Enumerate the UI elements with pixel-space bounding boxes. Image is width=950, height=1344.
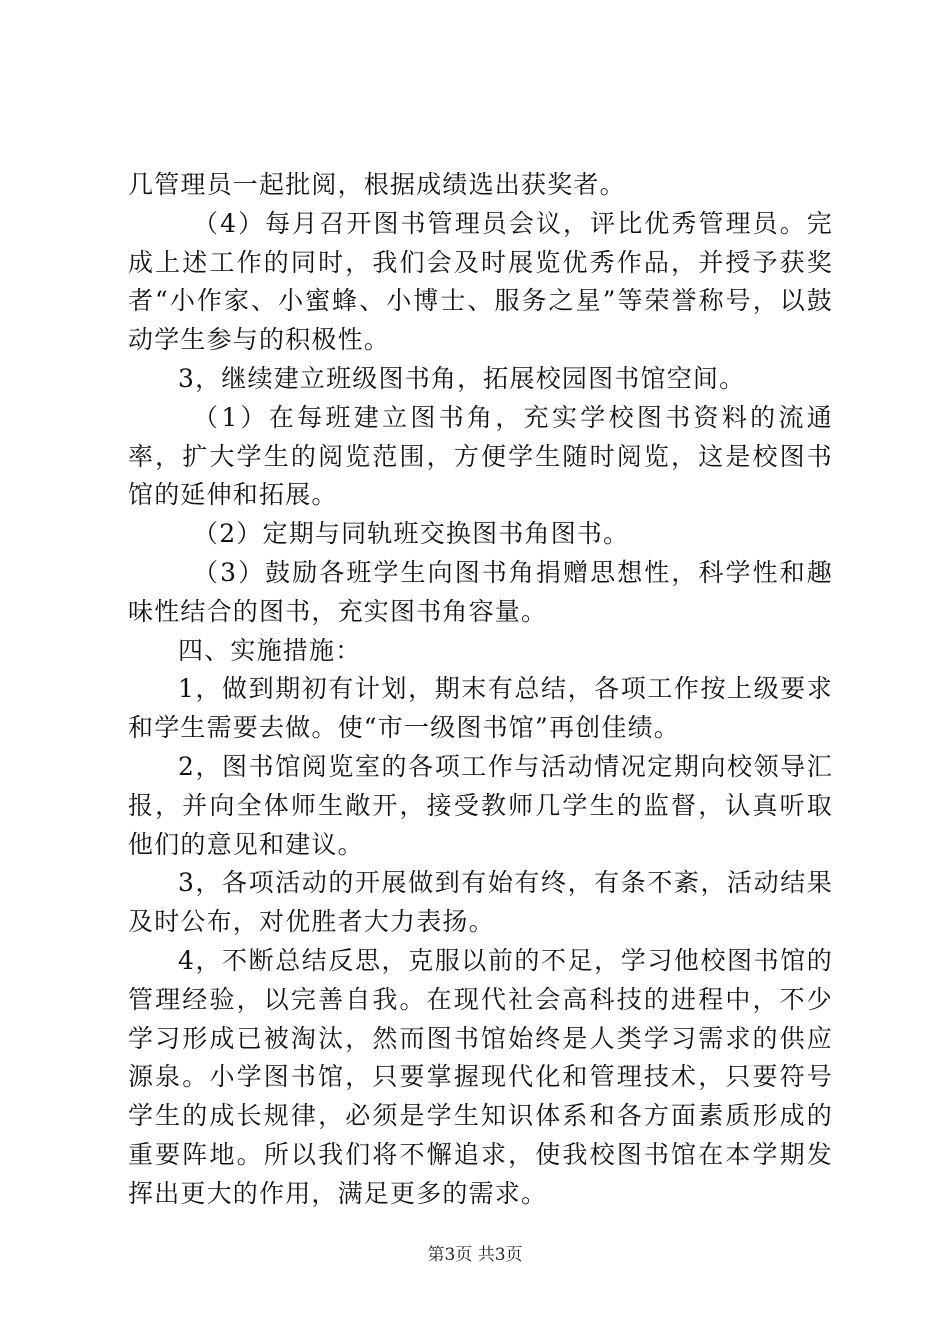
paragraph-item-4: （4）每月召开图书管理员会议，评比优秀管理员。完成上述工作的同时，我们会及时展览优秀作品，并授予获奖者“小作家、小蜜蜂、小博士、服务之星”等荣誉称号，以鼓动学生参与的积极性。 bbox=[128, 208, 833, 355]
paragraph-section-3: 3，继续建立班级图书角，拓展校园图书馆空间。 bbox=[178, 363, 746, 393]
paragraph-measure-1: 1，做到期初有计划，期末有总结，各项工作按上级要求和学生需要去做。使“市一级图书馆”再创佳绩。 bbox=[128, 674, 833, 743]
paragraph-measure-4: 4，不断总结反思，克服以前的不足，学习他校图书馆的管理经验，以完善自我。在现代社会高科技的进程中，不少学习形成已被淘汰，然而图书馆始终是人类学习需求的供应源泉。小学图书馆，只要掌握现代化和管理技术，只要符号学生的成长规律，必须是学生知识体系和各方面素质形成的重要阵地。所以我们将不懈追求，使我校图书馆在本学期发挥出更大的作用，满足更多的需求。 bbox=[128, 945, 833, 1208]
section-heading-measures: 四、实施措施： bbox=[178, 635, 362, 665]
paragraph-continuation: 几管理员一起批阅，根据成绩选出获奖者。 bbox=[128, 170, 626, 199]
paragraph-sub-item-2: （2）定期与同轨班交换图书角图书。 bbox=[193, 519, 630, 549]
paragraph-measure-2: 2，图书馆阅览室的各项工作与活动情况定期向校领导汇报，并向全体师生敞开，接受教师几学生的监督，认真听取他们的意见和建议。 bbox=[128, 751, 833, 859]
paragraph-sub-item-1: （1）在每班建立图书角，充实学校图书资料的流通率，扩大学生的阅览范围，方便学生随时阅览，这是校图书馆的延伸和拓展。 bbox=[128, 402, 833, 510]
page-footer: 第3页 共3页 bbox=[427, 1245, 523, 1265]
paragraph-sub-item-3: （3）鼓励各班学生向图书角捐赠思想性，科学性和趣味性结合的图书，充实图书角容量。 bbox=[128, 557, 833, 626]
paragraph-measure-3: 3，各项活动的开展做到有始有终，有条不紊，活动结果及时公布，对优胜者大力表扬。 bbox=[128, 868, 833, 937]
document-body bbox=[128, 166, 833, 1214]
